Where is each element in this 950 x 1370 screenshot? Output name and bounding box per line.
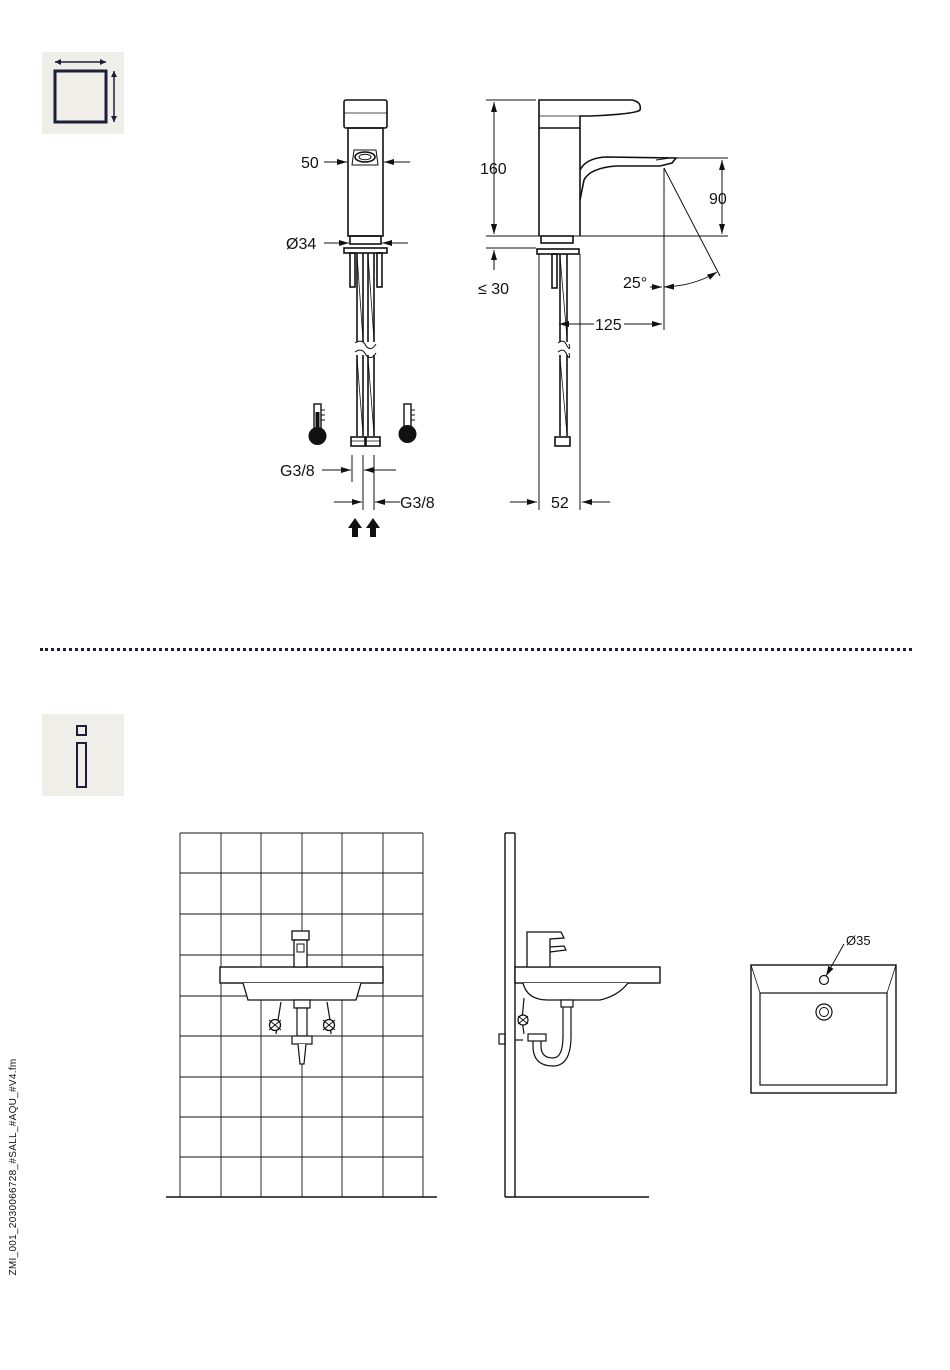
dim-base-depth: 52 xyxy=(551,495,569,512)
dim-hose-thread-left: G3/8 xyxy=(280,463,315,480)
front-view xyxy=(344,100,387,446)
dim-hose-thread-right: G3/8 xyxy=(400,495,435,512)
double-up-arrow-icon xyxy=(348,518,380,537)
dim-max-thickness: ≤ 30 xyxy=(478,281,510,298)
dim-width-front: 50 xyxy=(301,155,319,172)
installation-front-view xyxy=(166,833,437,1197)
basin-top-view xyxy=(751,944,896,1093)
side-view xyxy=(537,100,676,446)
thermometer-cold-icon xyxy=(399,404,417,443)
dim-height-total: 160 xyxy=(480,161,507,178)
dim-spout-reach: 125 xyxy=(595,317,622,334)
thermometer-hot-icon xyxy=(309,404,327,445)
side-dimensions xyxy=(486,100,728,510)
installation-side-view xyxy=(499,833,660,1197)
dim-basin-hole: Ø35 xyxy=(846,933,871,948)
dim-spout-height: 90 xyxy=(709,191,727,208)
file-code-label: ZMI_001_2030066728_#SALL_#AQU_#V4.fm xyxy=(8,1058,19,1276)
dim-base-diameter: Ø34 xyxy=(286,236,317,253)
dim-spout-angle: 25° xyxy=(623,275,648,292)
front-dimensions xyxy=(322,162,410,510)
